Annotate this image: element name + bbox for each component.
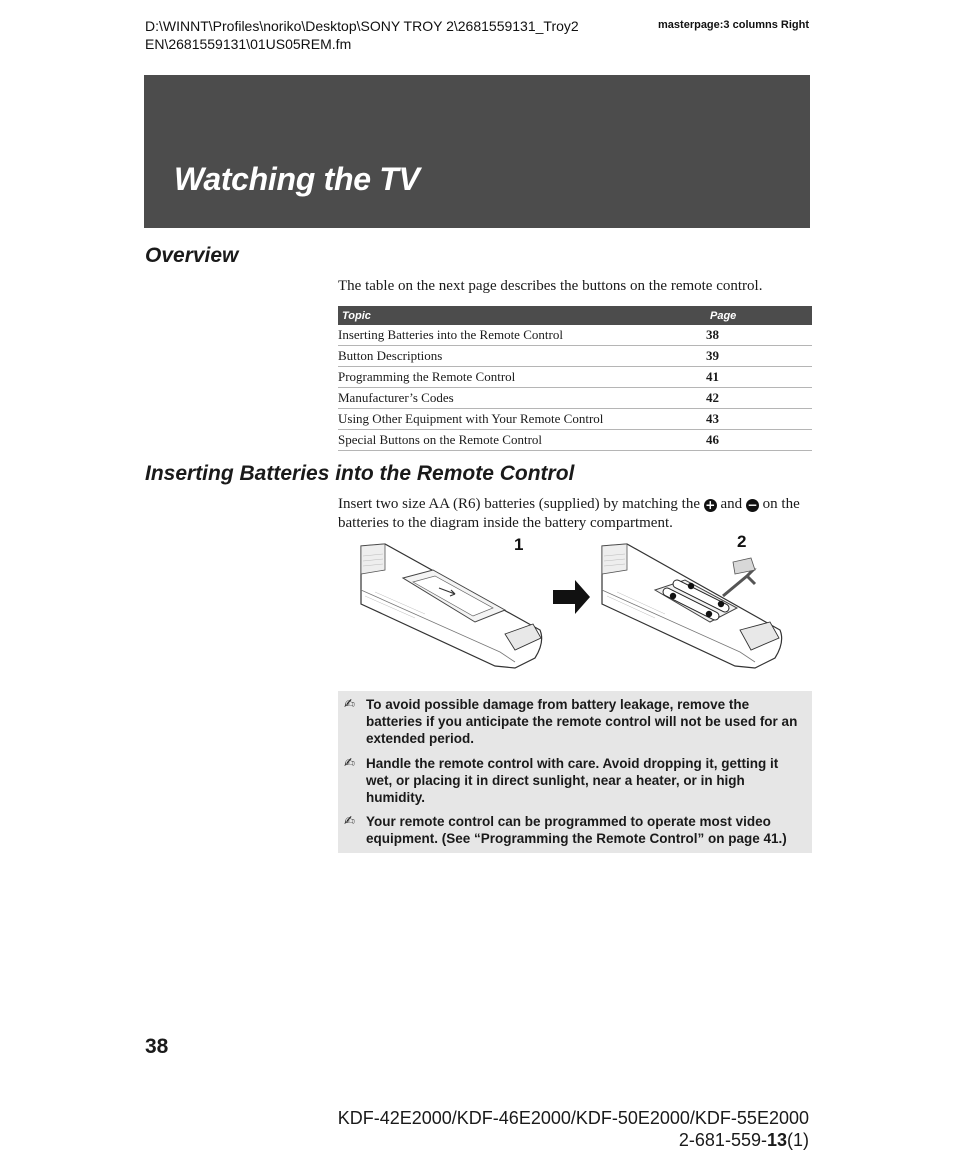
topic-cell: Button Descriptions: [338, 346, 706, 367]
note-pen-icon: ✍: [344, 814, 355, 829]
instruction-text-end: on the batteries to the diagram inside the battery compartment.: [338, 496, 800, 531]
note-text: Your remote control can be programmed to operate most video equipment. (See “Programming the Remote Control” on page 41.): [366, 814, 787, 846]
note-pen-icon: ✍: [344, 756, 355, 771]
remote-control-batteries-illustration: [602, 544, 782, 668]
note-text: Handle the remote control with care. Avoid dropping it, getting it wet, or placing it in direct sunlight, near a heater, or in high humidity.: [366, 756, 779, 805]
battery-insertion-illustration: [355, 530, 795, 675]
code-suffix: (1): [787, 1130, 809, 1150]
code-bold: 13: [766, 1130, 787, 1150]
page-cell: 43: [706, 409, 812, 430]
file-path-header: [145, 17, 579, 53]
batteries-heading: Inserting Batteries into the Remote Control: [145, 462, 575, 485]
batteries-instructions: [338, 495, 812, 533]
chapter-title: Watching the TV: [174, 161, 420, 197]
table-row: [338, 388, 812, 409]
notes-box: [338, 691, 812, 853]
footer-document-code: [338, 1129, 809, 1151]
plus-symbol-icon: +: [705, 498, 716, 512]
code-prefix: 2-681-559-: [678, 1130, 767, 1150]
remote-control-open-illustration: [361, 544, 542, 668]
table-row: [338, 367, 812, 388]
overview-heading: Overview: [145, 244, 239, 267]
note-text: To avoid possible damage from battery leakage, remove the batteries if you anticipate the remote control will not be used for an extended period.: [366, 697, 798, 746]
step-2-label: 2: [737, 532, 747, 551]
table-row: [338, 325, 812, 346]
topic-cell: Special Buttons on the Remote Control: [338, 430, 706, 451]
note-pen-icon: ✍: [344, 697, 355, 712]
topic-table: [338, 306, 812, 451]
next-step-arrow-icon: [553, 580, 590, 614]
column-header-page: Page: [706, 306, 812, 325]
instruction-text-and: and: [720, 496, 743, 512]
page-number: 38: [145, 1035, 169, 1058]
file-path-line-2: EN\2681559131\01US05REM.fm: [145, 36, 352, 52]
table-row: [338, 409, 812, 430]
step-1-label: 1: [514, 535, 524, 554]
instruction-text-start: Insert two size AA (R6) batteries (supplied) by matching the: [338, 496, 700, 512]
topic-cell: Manufacturer’s Codes: [338, 388, 706, 409]
page-cell: 39: [706, 346, 812, 367]
table-header-row: [338, 306, 812, 325]
topic-cell: Using Other Equipment with Your Remote Control: [338, 409, 706, 430]
page-cell: 46: [706, 430, 812, 451]
file-path-line-1: D:\WINNT\Profiles\noriko\Desktop\SONY TROY 2\2681559131_Troy2: [145, 18, 579, 34]
page-cell: 41: [706, 367, 812, 388]
column-header-topic: Topic: [338, 306, 706, 325]
chapter-banner: [144, 75, 810, 228]
page-cell: 42: [706, 388, 812, 409]
footer: [338, 1107, 809, 1151]
table-row: [338, 346, 812, 367]
masterpage-label: masterpage:3 columns Right: [658, 19, 809, 31]
overview-intro: The table on the next page describes the buttons on the remote control.: [338, 278, 763, 294]
page-cell: 38: [706, 325, 812, 346]
topic-cell: Programming the Remote Control: [338, 367, 706, 388]
table-row: [338, 430, 812, 451]
footer-models: KDF-42E2000/KDF-46E2000/KDF-50E2000/KDF-55E2000: [337, 1108, 809, 1128]
topic-cell: Inserting Batteries into the Remote Control: [338, 325, 706, 346]
minus-symbol-icon: −: [747, 498, 758, 512]
